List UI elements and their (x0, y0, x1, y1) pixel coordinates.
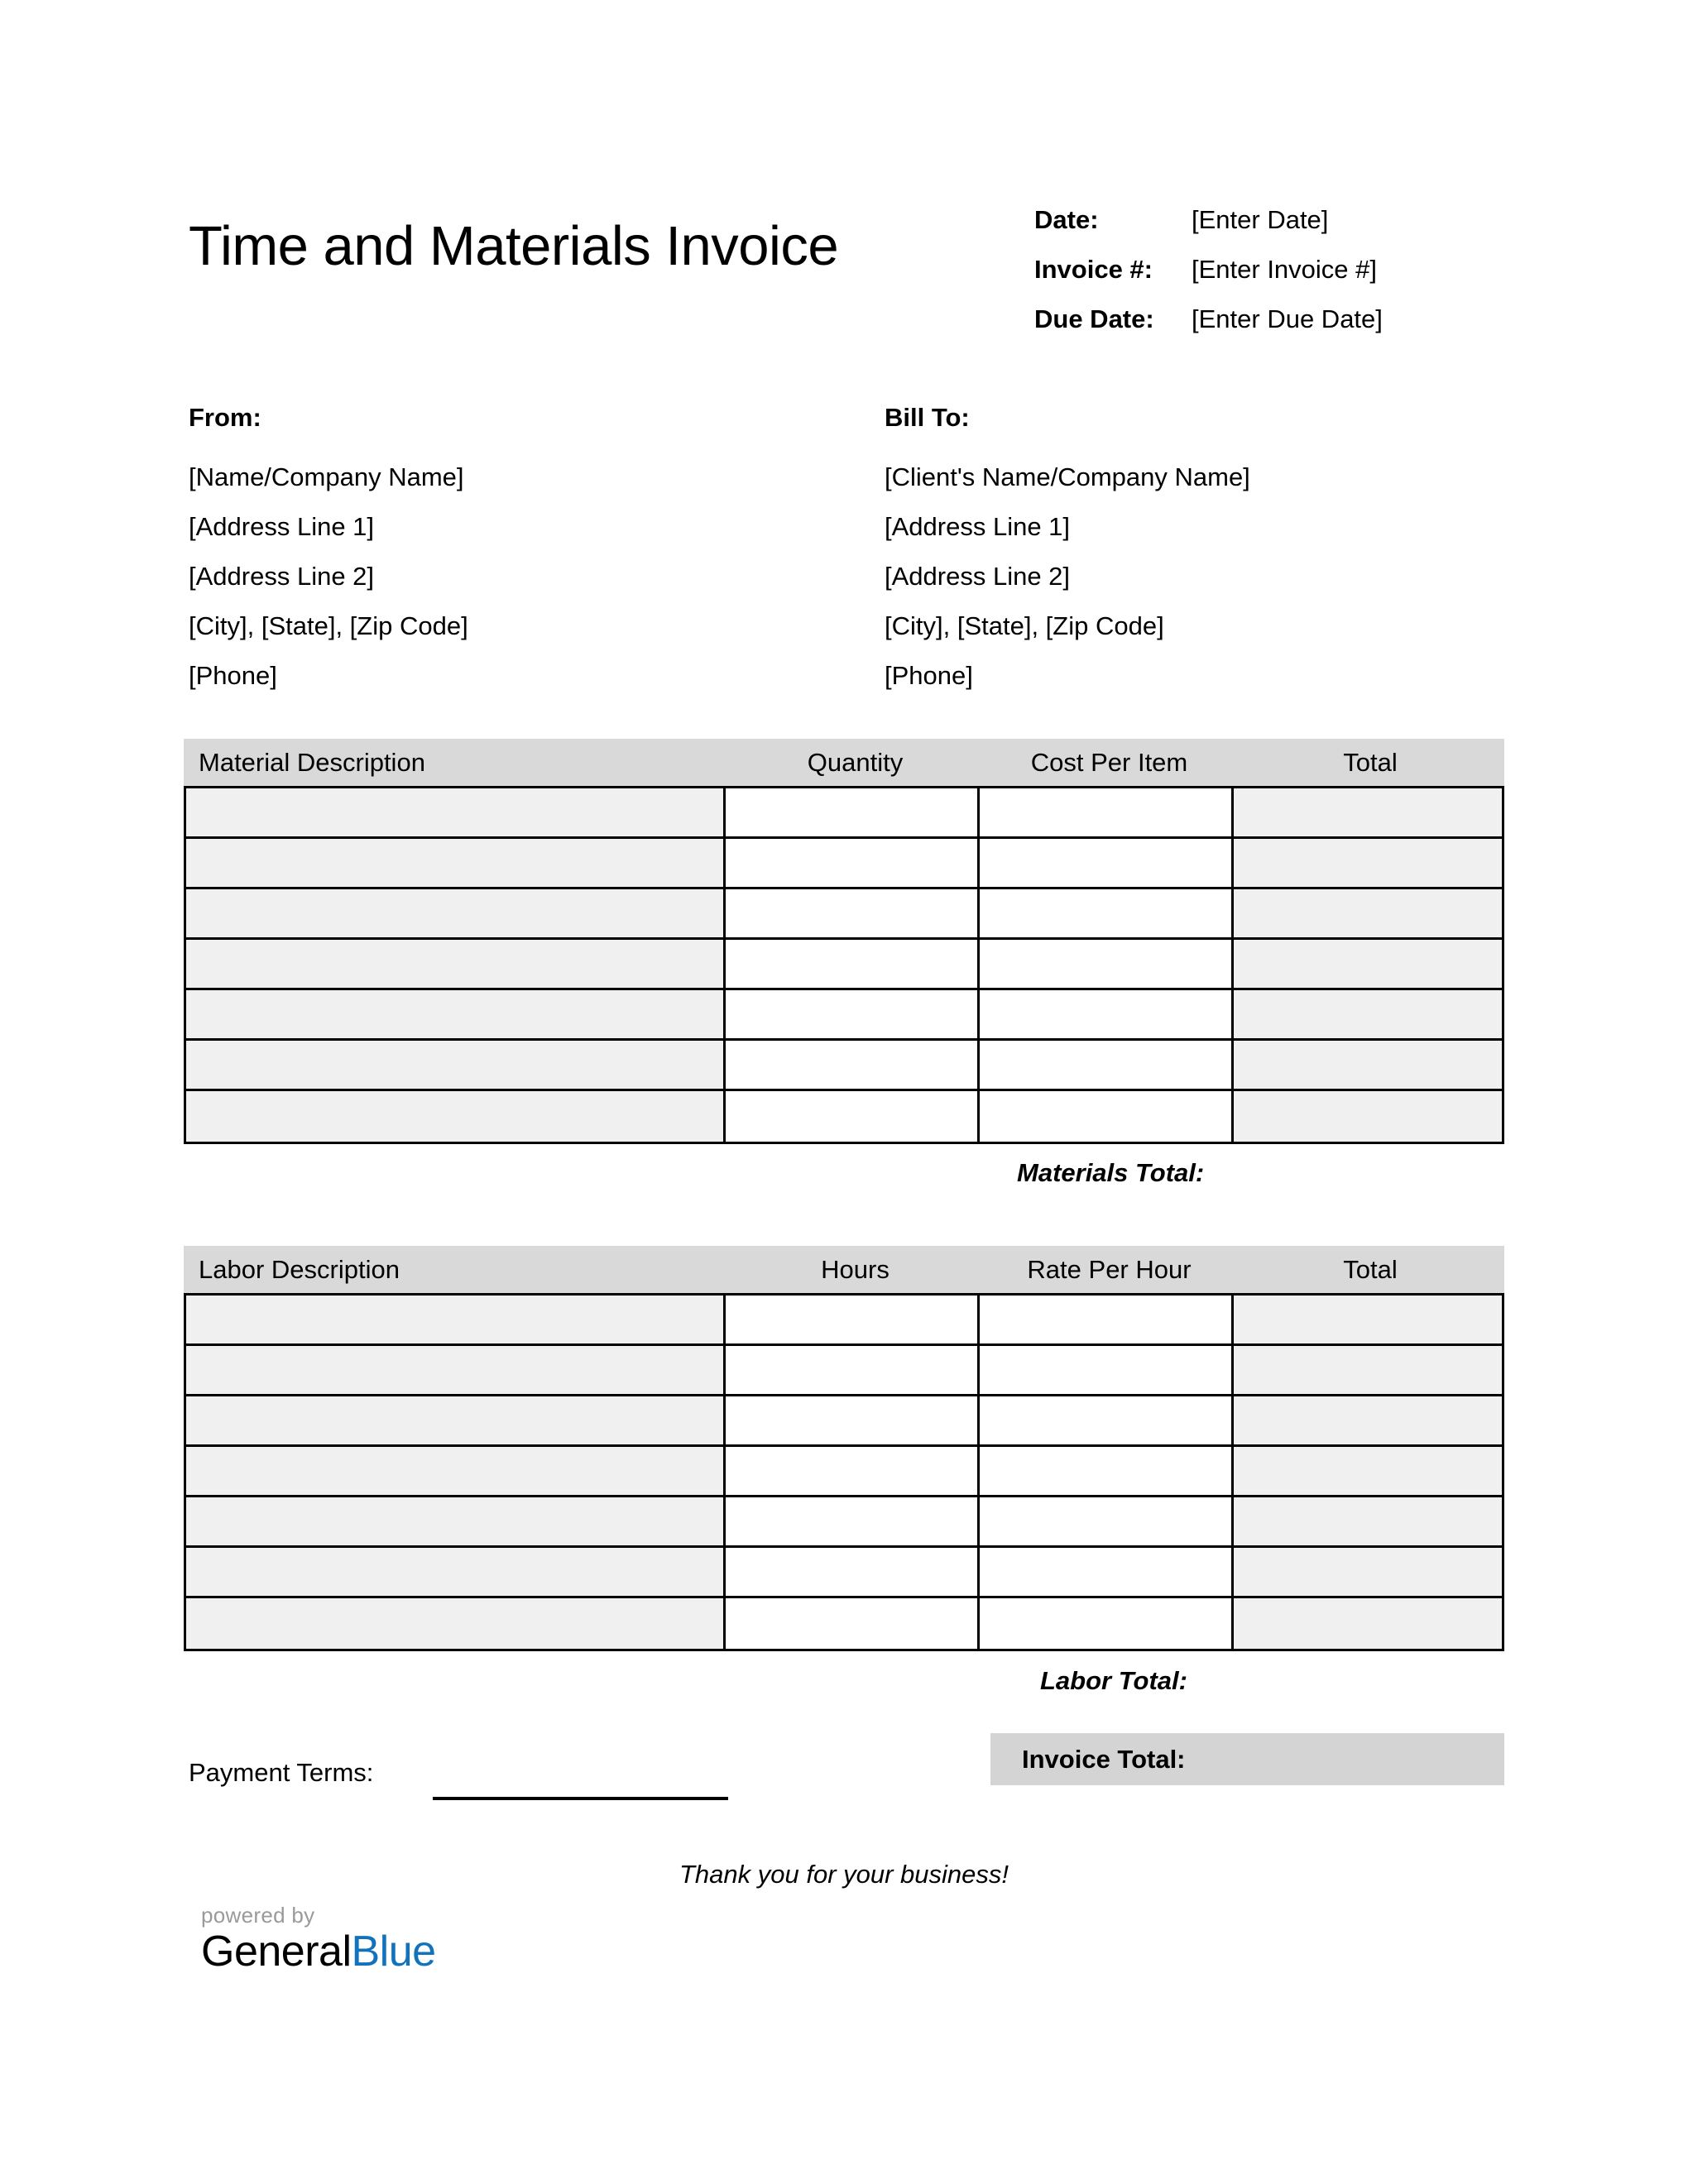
materials-cell-cost[interactable] (980, 990, 1234, 1038)
date-value[interactable]: [Enter Date] (1192, 205, 1329, 234)
labor-header-description: Labor Description (199, 1254, 400, 1284)
from-line-phone[interactable]: [Phone] (189, 661, 277, 690)
thank-you-message: Thank you for your business! (679, 1860, 1009, 1889)
materials-cell-description[interactable] (186, 1091, 726, 1142)
table-row (186, 1296, 1502, 1346)
labor-cell-total[interactable] (1234, 1296, 1502, 1343)
invoice-total-bar (990, 1733, 1504, 1785)
invoice-number-value[interactable]: [Enter Invoice #] (1192, 255, 1378, 284)
bill-to-line-name[interactable]: [Client's Name/Company Name] (885, 462, 1250, 491)
from-heading: From: (189, 403, 261, 432)
materials-cell-quantity[interactable] (726, 889, 980, 937)
table-row (186, 1346, 1502, 1396)
bill-to-heading: Bill To: (885, 403, 970, 432)
labor-cell-total[interactable] (1234, 1346, 1502, 1394)
materials-cell-total[interactable] (1234, 1091, 1502, 1142)
materials-cell-description[interactable] (186, 839, 726, 887)
materials-table (184, 739, 1504, 1144)
materials-cell-description[interactable] (186, 1041, 726, 1089)
labor-table (184, 1246, 1504, 1651)
materials-total-label: Materials Total: (1017, 1158, 1205, 1187)
labor-cell-hours[interactable] (726, 1346, 980, 1394)
bill-to-line-address-1[interactable]: [Address Line 1] (885, 512, 1071, 541)
from-line-name[interactable]: [Name/Company Name] (189, 462, 464, 491)
materials-cell-total[interactable] (1234, 788, 1502, 836)
materials-cell-cost[interactable] (980, 889, 1234, 937)
bill-to-block (885, 403, 1513, 701)
invoice-number-label: Invoice #: (1034, 255, 1153, 284)
materials-cell-description[interactable] (186, 889, 726, 937)
labor-cell-description[interactable] (186, 1296, 726, 1343)
payment-terms-label: Payment Terms: (189, 1758, 374, 1787)
table-row (186, 889, 1502, 940)
generalblue-logo (201, 1903, 436, 1976)
labor-table-header (184, 1246, 1504, 1293)
logo-blue-text: Blue (351, 1928, 436, 1976)
labor-total-label: Labor Total: (1040, 1666, 1187, 1695)
labor-cell-rate[interactable] (980, 1548, 1234, 1596)
table-row (186, 1497, 1502, 1548)
labor-cell-total[interactable] (1234, 1548, 1502, 1596)
labor-cell-hours[interactable] (726, 1497, 980, 1545)
materials-cell-cost[interactable] (980, 940, 1234, 988)
labor-cell-hours[interactable] (726, 1296, 980, 1343)
materials-cell-total[interactable] (1234, 839, 1502, 887)
labor-cell-description[interactable] (186, 1548, 726, 1596)
from-line-city-state-zip[interactable]: [City], [State], [Zip Code] (189, 611, 468, 640)
logo-wordmark (201, 1928, 436, 1976)
materials-cell-quantity[interactable] (726, 940, 980, 988)
meta-row-invoice-number (1034, 255, 1564, 304)
logo-general-text: General (201, 1928, 352, 1976)
labor-cell-description[interactable] (186, 1598, 726, 1649)
labor-cell-hours[interactable] (726, 1548, 980, 1596)
bill-to-line-phone[interactable]: [Phone] (885, 661, 973, 690)
due-date-value[interactable]: [Enter Due Date] (1192, 304, 1383, 333)
labor-cell-rate[interactable] (980, 1396, 1234, 1444)
materials-cell-description[interactable] (186, 940, 726, 988)
labor-cell-rate[interactable] (980, 1447, 1234, 1495)
table-row (186, 1598, 1502, 1649)
labor-cell-description[interactable] (186, 1396, 726, 1444)
materials-cell-cost[interactable] (980, 1091, 1234, 1142)
labor-cell-hours[interactable] (726, 1447, 980, 1495)
labor-cell-rate[interactable] (980, 1296, 1234, 1343)
date-label: Date: (1034, 205, 1099, 234)
meta-row-date (1034, 205, 1564, 255)
labor-cell-description[interactable] (186, 1346, 726, 1394)
table-row (186, 990, 1502, 1041)
table-row (186, 1447, 1502, 1497)
labor-cell-total[interactable] (1234, 1497, 1502, 1545)
labor-cell-total[interactable] (1234, 1447, 1502, 1495)
meta-row-due-date (1034, 304, 1564, 354)
materials-table-header (184, 739, 1504, 786)
invoice-total-label: Invoice Total: (1022, 1744, 1186, 1774)
materials-cell-quantity[interactable] (726, 1091, 980, 1142)
table-row (186, 788, 1502, 839)
labor-cell-hours[interactable] (726, 1396, 980, 1444)
materials-cell-quantity[interactable] (726, 990, 980, 1038)
materials-cell-total[interactable] (1234, 1041, 1502, 1089)
labor-header-rate-per-hour: Rate Per Hour (1027, 1254, 1192, 1284)
from-block (189, 403, 818, 701)
materials-cell-total[interactable] (1234, 990, 1502, 1038)
materials-cell-description[interactable] (186, 788, 726, 836)
labor-cell-hours[interactable] (726, 1598, 980, 1649)
materials-cell-cost[interactable] (980, 788, 1234, 836)
materials-cell-quantity[interactable] (726, 788, 980, 836)
bill-to-line-city-state-zip[interactable]: [City], [State], [Zip Code] (885, 611, 1164, 640)
payment-terms-input[interactable] (433, 1797, 728, 1800)
materials-cell-total[interactable] (1234, 940, 1502, 988)
materials-cell-description[interactable] (186, 990, 726, 1038)
table-row (186, 1091, 1502, 1142)
labor-header-hours: Hours (821, 1254, 890, 1284)
labor-cell-description[interactable] (186, 1497, 726, 1545)
labor-table-body (184, 1293, 1504, 1651)
from-line-address-2[interactable]: [Address Line 2] (189, 562, 375, 591)
labor-cell-total[interactable] (1234, 1396, 1502, 1444)
labor-header-total: Total (1343, 1254, 1398, 1284)
table-row (186, 1396, 1502, 1447)
labor-cell-description[interactable] (186, 1447, 726, 1495)
materials-header-quantity: Quantity (807, 747, 904, 777)
from-line-address-1[interactable]: [Address Line 1] (189, 512, 375, 541)
materials-cell-quantity[interactable] (726, 839, 980, 887)
logo-powered-by-text: powered by (201, 1903, 315, 1928)
materials-cell-total[interactable] (1234, 889, 1502, 937)
bill-to-line-address-2[interactable]: [Address Line 2] (885, 562, 1071, 591)
page-title: Time and Materials Invoice (189, 215, 839, 277)
materials-table-body (184, 786, 1504, 1144)
materials-cell-cost[interactable] (980, 1041, 1234, 1089)
invoice-meta-block (1034, 205, 1564, 354)
labor-cell-rate[interactable] (980, 1346, 1234, 1394)
materials-cell-cost[interactable] (980, 839, 1234, 887)
labor-cell-rate[interactable] (980, 1598, 1234, 1649)
table-row (186, 839, 1502, 889)
table-row (186, 1548, 1502, 1598)
table-row (186, 940, 1502, 990)
table-row (186, 1041, 1502, 1091)
materials-cell-quantity[interactable] (726, 1041, 980, 1089)
materials-header-description: Material Description (199, 747, 425, 777)
materials-header-total: Total (1343, 747, 1398, 777)
labor-cell-rate[interactable] (980, 1497, 1234, 1545)
labor-cell-total[interactable] (1234, 1598, 1502, 1649)
materials-header-cost-per-item: Cost Per Item (1030, 747, 1188, 777)
due-date-label: Due Date: (1034, 304, 1154, 333)
